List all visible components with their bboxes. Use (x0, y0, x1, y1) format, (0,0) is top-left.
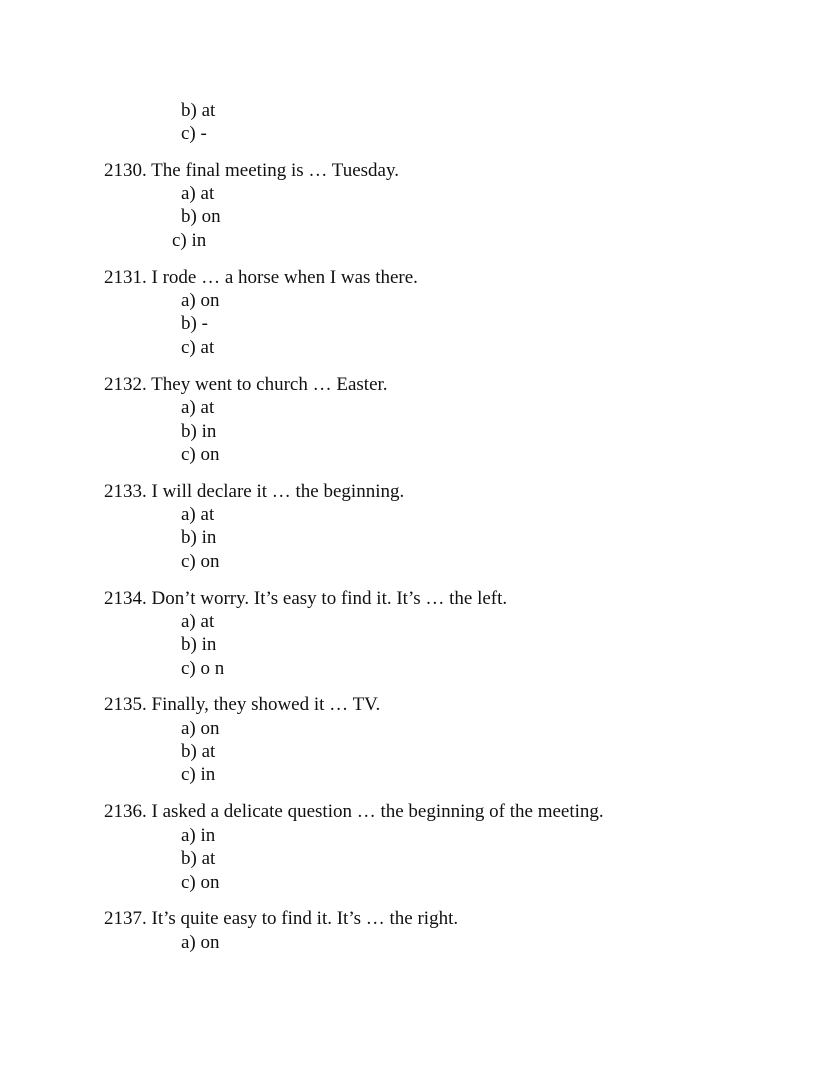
option-a: a) in (181, 825, 216, 846)
option-b: b) in (181, 527, 217, 548)
option-b: b) in (181, 421, 217, 442)
option-b: b) in (181, 634, 217, 655)
question-text: 2133. I will declare it … the beginning. (104, 481, 405, 502)
option-c: c) at (181, 337, 215, 358)
option-b: b) on (181, 206, 221, 227)
question-text: 2134. Don’t worry. It’s easy to find it. It’s … the left. (104, 588, 508, 609)
option-c: c) in (181, 764, 216, 785)
option-a: a) at (181, 183, 215, 204)
question-text: 2130. The final meeting is … Tuesday. (104, 160, 400, 181)
question-text: 2135. Finally, they showed it … TV. (104, 694, 381, 715)
option-a: a) at (181, 611, 215, 632)
option-c: c) o n (181, 658, 225, 679)
question-text: 2131. I rode … a horse when I was there. (104, 267, 418, 288)
option-c: c) on (181, 872, 220, 893)
option-c: c) in (172, 230, 207, 251)
option-a: a) at (181, 397, 215, 418)
option-a: a) at (181, 504, 215, 525)
option-b: b) - (181, 313, 208, 334)
option-a: a) on (181, 932, 220, 953)
option-b: b) at (181, 848, 216, 869)
option-a: a) on (181, 718, 220, 739)
question-text: 2136. I asked a delicate question … the beginning of the meeting. (104, 801, 604, 822)
option-b: b) at (181, 741, 216, 762)
option-continued-c: c) - (181, 123, 207, 144)
option-c: c) on (181, 444, 220, 465)
option-c: c) on (181, 551, 220, 572)
question-text: 2132. They went to church … Easter. (104, 374, 388, 395)
option-continued-b: b) at (181, 100, 216, 121)
option-a: a) on (181, 290, 220, 311)
question-text: 2137. It’s quite easy to find it. It’s … the right. (104, 908, 459, 929)
